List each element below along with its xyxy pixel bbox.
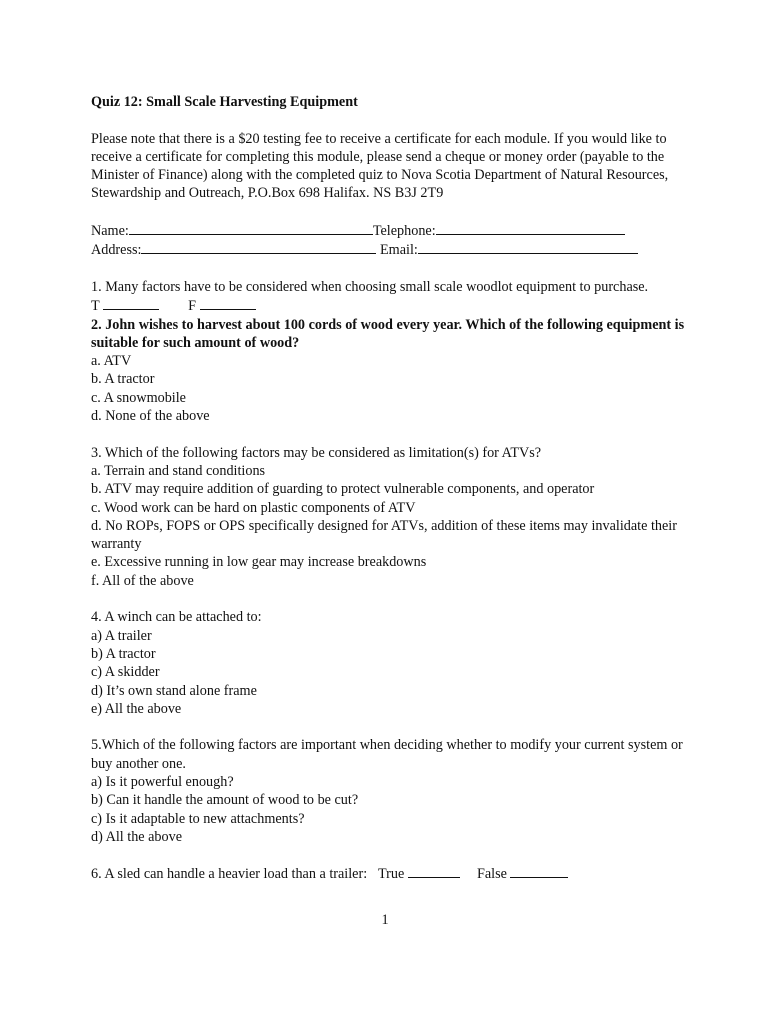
q6-false-blank[interactable] xyxy=(510,864,568,878)
q3-option-f: f. All of the above xyxy=(91,572,194,589)
telephone-label: Telephone: xyxy=(372,223,436,240)
question-1-answer-row xyxy=(91,296,691,315)
q3-option-e: e. Excessive running in low gear may increase breakdowns xyxy=(91,554,427,571)
question-6-text: 6. A sled can handle a heavier load than a trailer: xyxy=(91,866,368,883)
question-6 xyxy=(91,864,691,883)
q5-option-b: b) Can it handle the amount of wood to be cut? xyxy=(91,792,359,809)
q3-option-b: b. ATV may require addition of guarding to protect vulnerable components, and operator xyxy=(91,481,595,498)
address-email-row xyxy=(91,240,691,259)
question-5-text: 5.Which of the following factors are important when deciding whether to modify your current system or buy another one. xyxy=(91,737,683,772)
q4-option-d: d) It’s own stand alone frame xyxy=(91,682,257,699)
question-5 xyxy=(91,736,691,846)
question-2-text: 2. John wishes to harvest about 100 cords of wood every year. Which of the following equipment is suitable for such amount of wood? xyxy=(91,316,685,351)
q4-option-b: b) A tractor xyxy=(91,645,156,662)
q4-option-e: e) All the above xyxy=(91,700,182,717)
q3-option-a: a. Terrain and stand conditions xyxy=(91,462,266,479)
address-field[interactable] xyxy=(141,240,376,254)
q4-option-c: c) A skidder xyxy=(91,664,160,681)
telephone-field[interactable] xyxy=(436,221,625,235)
question-2 xyxy=(91,316,691,426)
email-field[interactable] xyxy=(418,240,638,254)
question-4-text: 4. A winch can be attached to: xyxy=(91,609,262,626)
q2-option-b: b. A tractor xyxy=(91,371,155,388)
q5-option-c: c) Is it adaptable to new attachments? xyxy=(91,810,305,827)
quiz-title: Quiz 12: Small Scale Harvesting Equipment xyxy=(91,94,358,110)
q4-option-a: a) A trailer xyxy=(91,627,152,644)
quiz-content xyxy=(91,93,691,884)
quiz-intro: Please note that there is a $20 testing fee to receive a certificate for each module. If you would like to receive a certificate for completing this module, please send a cheque or money order (payable to the Minister of Finance) along with the completed quiz to Nova Scotia Department of Natural Resources, Stewardship and Outreach, P.O.Box 698 Halifax. NS B3J 2T9 xyxy=(91,130,669,202)
question-3 xyxy=(91,444,691,590)
name-field[interactable] xyxy=(129,221,373,235)
q6-true-blank[interactable] xyxy=(408,864,460,878)
name-telephone-row xyxy=(91,221,691,240)
q2-option-d: d. None of the above xyxy=(91,408,210,425)
q2-option-a: a. ATV xyxy=(91,353,132,370)
q5-option-a: a) Is it powerful enough? xyxy=(91,773,234,790)
q1-false-label: F xyxy=(188,298,196,315)
q6-false-label: False xyxy=(476,866,507,883)
name-label: Name: xyxy=(91,223,129,240)
q5-option-d: d) All the above xyxy=(91,828,183,845)
q6-true-label: True xyxy=(378,866,405,883)
q3-option-c: c. Wood work can be hard on plastic components of ATV xyxy=(91,499,416,516)
q2-option-c: c. A snowmobile xyxy=(91,389,186,406)
email-label: Email: xyxy=(380,242,418,259)
q3-option-d: d. No ROPs, FOPS or OPS specifically designed for ATVs, addition of these items may invalidate their warranty xyxy=(91,517,677,553)
q1-true-label: T xyxy=(91,298,100,315)
q1-false-blank[interactable] xyxy=(200,296,256,310)
question-1-text: 1. Many factors have to be considered when choosing small scale woodlot equipment to purchase. xyxy=(91,278,649,295)
question-3-text: 3. Which of the following factors may be considered as limitation(s) for ATVs? xyxy=(91,444,542,461)
page-number: 1 xyxy=(381,912,389,928)
question-4 xyxy=(91,608,691,718)
question-1 xyxy=(91,278,691,316)
q1-true-blank[interactable] xyxy=(103,296,159,310)
address-label: Address: xyxy=(91,242,142,259)
